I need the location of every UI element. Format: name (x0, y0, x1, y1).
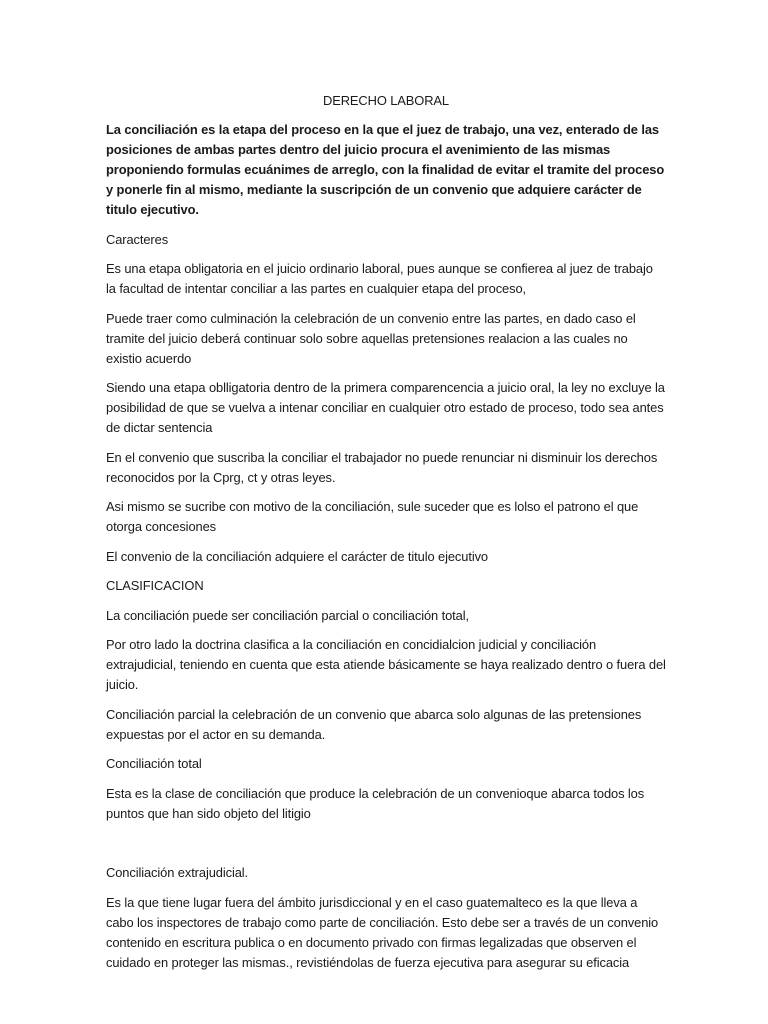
paragraph-extrajudicial: Es la que tiene lugar fuera del ámbito jurisdiccional y en el caso guatemalteco es la que lleva a cabo los inspectores de trabajo como parte de conciliación. Esto debe ser a través de un convenio contenido en escritura publica o en documento privado con firmas legalizadas que observen el cuidado en proteger las mismas., revistiéndolas de fuerza ejecutiva para asegurar su eficacia (106, 894, 659, 970)
heading-extrajudicial: Conciliación extrajudicial. (106, 865, 249, 880)
paragraph-doctrina: Por otro lado la doctrina clasifica a la conciliación en concidialcion judicial y conciliación extrajudicial, teniendo en cuenta que esta atiende básicamente se haya realizado dentro o fuera del juicio. (106, 637, 666, 692)
paragraph-concesiones: Asi mismo se sucribe con motivo de la conciliación, sule suceder que es lolso el patrono el que otorga concesiones (106, 499, 639, 534)
blank-line (106, 833, 666, 863)
paragraph-definition: La conciliación es la etapa del proceso en la que el juez de trabajo, una vez, enterado de las posiciones de ambas partes dentro del juicio procura el avenimiento de las mismas proponiendo formulas ecuánimes de arreglo, con la finalidad de evitar el tramite del proceso y ponerle fin al mismo, mediante la suscripción de un convenio que adquiere carácter de titulo ejecutivo. (106, 122, 665, 217)
paragraph-obligatoria: Es una etapa obligatoria en el juicio ordinario laboral, pues aunque se confierea al juez de trabajo la facultad de intentar conciliar a las partes en cualquier etapa del proceso, (106, 261, 653, 296)
heading-clasificacion: CLASIFICACION (106, 578, 204, 593)
paragraph-derechos: En el convenio que suscriba la conciliar el trabajador no puede renunciar ni disminuir los derechos reconocidos por la Cprg, ct y otras leyes. (106, 449, 658, 485)
document-body (106, 91, 666, 982)
paragraph-conciliacion-parcial: Conciliación parcial la celebración de un convenio que abarca solo algunas de las pretensiones expuestas por el actor en su demanda. (106, 706, 642, 742)
paragraph-primera-comparecencia: Siendo una etapa oblligatoria dentro de la primera comparencencia a juicio oral, la ley no excluye la posibilidad de que se vuelva a intenar conciliar en cualquier otro estado de proceso, todo sea antes de dictar sentencia (106, 380, 665, 435)
document-title: DERECHO LABORAL (322, 93, 449, 108)
heading-caracteres: Caracteres (106, 231, 169, 247)
paragraph-culminacion: Puede traer como culminación la celebración de un convenio entre las partes, en dado caso el tramite del juicio deberá continuar solo sobre aquellas pretensiones realacion a las cuales no existio acuerdo (106, 310, 636, 366)
heading-conciliacion-total: Conciliación total (106, 756, 202, 771)
paragraph-parcial-total: La conciliación puede ser conciliación parcial o conciliación total, (106, 607, 469, 623)
paragraph-conciliacion-total: Esta es la clase de conciliación que produce la celebración de un convenioque abarca todos los puntos que han sido objeto del litigio (106, 785, 645, 821)
paragraph-titulo-ejecutivo: El convenio de la conciliación adquiere el carácter de titulo ejecutivo (106, 548, 488, 564)
